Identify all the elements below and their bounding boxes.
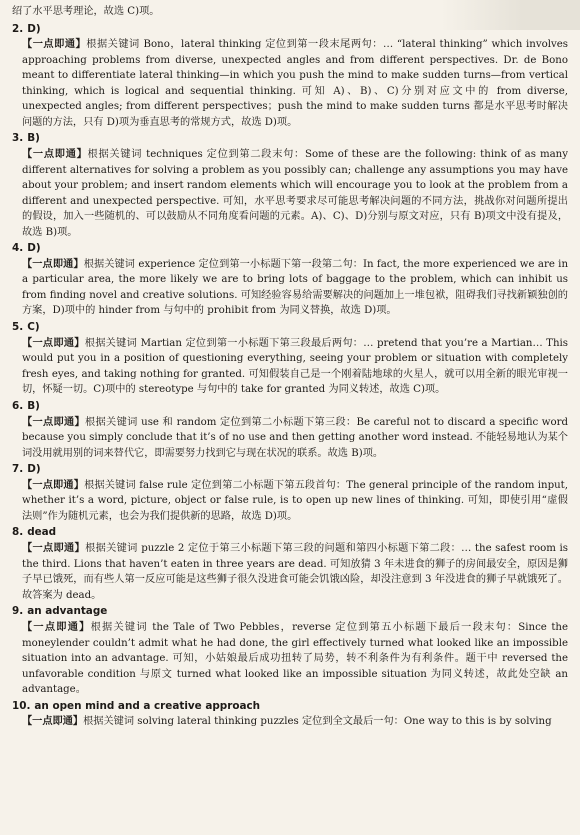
question-number: 7. — [12, 463, 24, 476]
explanation-lead: 【一点即通】 — [22, 416, 86, 428]
explanation-body: 根据关键词 false rule 定位到第二小标题下第五段首句：The general principle of the random input, whether it’s a word, picture, object or false rule, is to open up new lines of thinking. 可知，即使引用“虚假法则”作为随机元素，也会为我们提供新的思路，故选 D)项。 — [22, 479, 568, 522]
question-answer: an open mind and a creative approach — [34, 699, 261, 712]
explanation-body: 根据关键词 solving lateral thinking puzzles 定位到全文最后一句：One way to this is by solving — [83, 716, 552, 728]
question-number: 3. — [12, 132, 24, 145]
question-header — [12, 320, 568, 336]
explanation-text — [12, 714, 568, 730]
explanation-text — [12, 257, 568, 319]
question-block — [12, 462, 568, 524]
question-number: 8. — [12, 526, 24, 539]
explanation-body: 根据关键词 Martian 定位到第一小标题下第三段最后两句：… pretend that you’re a Martian… This would put you in a position of questioning everything, seeing your problem or situation with completely fresh eyes, and taking nothing for granted. 可知假装自己是一个刚着陆地球的火星人，就可以用全新的眼光审视一切，怀疑一切。C)项中的 stereotype 与句中的 take for granted 为同义转述，故选 C)项。 — [22, 337, 568, 396]
question-number: 5. — [12, 320, 24, 333]
question-block — [12, 699, 568, 730]
question-block — [12, 399, 568, 461]
question-number: 6. — [12, 399, 24, 412]
question-number: 9. — [12, 605, 24, 618]
explanation-body: 根据关键词 experience 定位到第一小标题下第一段第二句：In fact, the more experienced we are in a particular area, the more likely we are to bring lots of baggage to the problem, which can inhibit us from finding novel and creative solutions. 可知经验容易给需要解决的问题加上一堆包袱，阻碍我们寻找新颖独创的方案，D)项中的 hinder from 与句中的 prohibit from 为同义替换，故选 D)项。 — [22, 258, 569, 317]
question-block — [12, 22, 568, 131]
question-header — [12, 525, 568, 541]
explanation-text — [12, 620, 568, 698]
explanation-text — [12, 37, 568, 130]
question-header — [12, 399, 568, 415]
explanation-lead: 【一点即通】 — [22, 716, 84, 728]
explanation-lead: 【一点即通】 — [22, 543, 86, 555]
question-block — [12, 131, 568, 240]
explanation-text — [12, 147, 568, 240]
explanation-lead: 【一点即通】 — [22, 337, 85, 349]
explanation-body: 根据关键词 use 和 random 定位到第二小标题下第三段：Be careful not to discard a specific word because you simply conclude that it’s of no use and then getting another word instead. 不能轻易地认为某个词没用就用别的词来替代它，即需要努力找到它与现在状况的联系。故选 B)项。 — [22, 416, 569, 459]
explanation-body: 根据关键词 techniques 定位到第二段末句：Some of these are the following: think of as many different alternatives for solving a problem as you possibly can; challenge any assumptions you may have about your problem; and insert random elements which will encourage you to look at the problem from a different and unexpected perspective. 可知，水平思考要求尽可能思考解决问题的不同方法，挑战你对问题所提出的假设，加入一些随机的、可以鼓励从不同角度看问题的元素。A)、C)、D)分别与原文对应，只有 B)项文中没有提及，故选 B)项。 — [22, 149, 568, 238]
explanation-text — [12, 415, 568, 462]
explanation-lead: 【一点即通】 — [22, 622, 91, 633]
intro-line: 绍了水平思考理论，故选 C)项。 — [12, 6, 160, 17]
explanation-body: 根据关键词 Bono，lateral thinking 定位到第一段末尾两句：… “lateral thinking” which involves approaching problems from diverse, unexpected angles and from different perspectives. Dr. de Bono meant to differentiate lateral thinking—in which you push the mind to make sudden turns—from vertical thinking, which is logical and sequential thinking. 可知 A)、B)、C)分别对应文中的 from diverse, unexpected angles; from different perspectives；push the mind to make sudden turns 都是水平思考时解决问题的方法，只有 D)项为垂直思考的常规方式，故选 D)项。 — [22, 39, 568, 128]
explanation-body: 根据关键词 puzzle 2 定位于第三小标题下第三段的问题和第四小标题下第二段：… the safest room is the third. Lions that haven’t eaten in three years are dead. 可知放猜 3 年未进食的狮子的房间最安全，原因是狮子早已饿死，而有些人第一反应可能是这些狮子很久没进食可能会饥饿凶险，却没注意到 3 年没进食的狮子早就饿死了。故答案为 dead。 — [22, 543, 568, 601]
explanation-lead: 【一点即通】 — [22, 258, 84, 270]
question-answer: D) — [27, 463, 41, 476]
explanation-body: 根据关键词 the Tale of Two Pebbles，reverse 定位到第五小标题下最后一段末句：Since the moneylender couldn’t admit what he had done, the girl effectively turned what looked like an impossible situation into an advantage. 可知，小姑娘最后成功扭转了局势，转不利条件为有利条件。题干中 reversed the unfavorable condition 与原文 turned what looked like an impossible situation 为同义转述，故此处空缺 an advantage。 — [22, 622, 569, 695]
explanation-lead: 【一点即通】 — [22, 39, 87, 51]
question-block — [12, 320, 568, 398]
explanation-lead: 【一点即通】 — [22, 149, 88, 161]
question-number: 10. — [12, 699, 31, 712]
question-header — [12, 699, 568, 715]
question-header — [12, 22, 568, 38]
question-answer: dead — [27, 526, 57, 539]
question-block — [12, 525, 568, 603]
question-block — [12, 241, 568, 319]
explanation-text — [12, 478, 568, 525]
question-header — [12, 462, 568, 478]
explanation-lead: 【一点即通】 — [22, 479, 85, 491]
question-answer: C) — [27, 320, 40, 333]
question-answer: B) — [27, 399, 40, 412]
question-block — [12, 604, 568, 697]
explanation-text — [12, 541, 568, 603]
question-answer: an advantage — [27, 605, 108, 618]
question-header — [12, 131, 568, 147]
question-number: 2. — [12, 22, 24, 35]
question-answer: B) — [27, 132, 40, 145]
question-answer: D) — [27, 22, 41, 35]
explanation-text — [12, 336, 568, 398]
question-list — [12, 22, 568, 730]
question-number: 4. — [12, 242, 24, 255]
question-header — [12, 241, 568, 257]
question-answer: D) — [27, 242, 41, 255]
question-header — [12, 604, 568, 620]
